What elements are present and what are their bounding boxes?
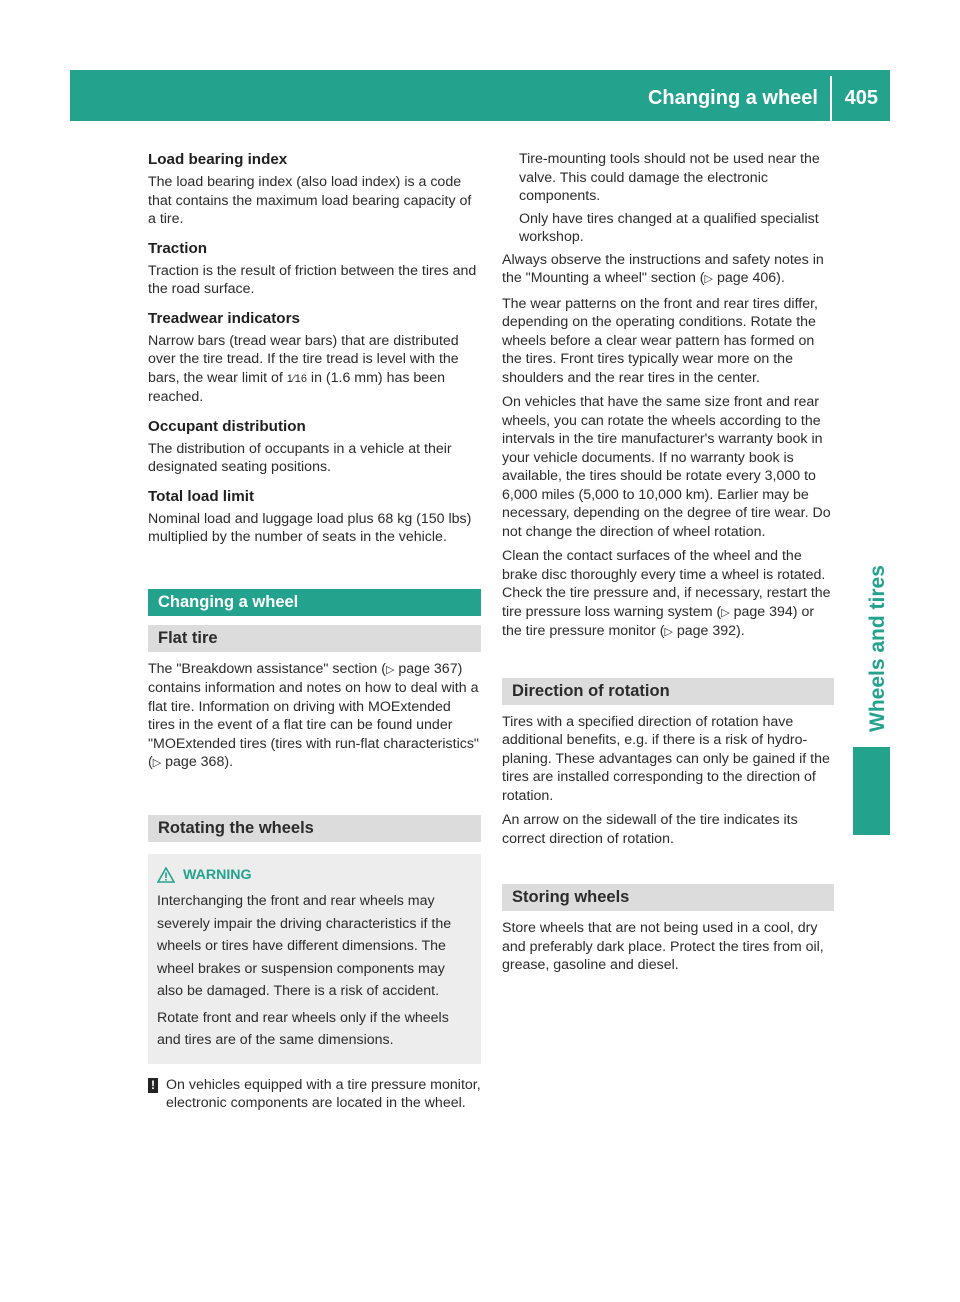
indented-paragraph: Tire-mounting tools should not be used near the valve. This could damage the electronic components. bbox=[519, 151, 820, 204]
text: Clean the contact surfaces of the wheel and the brake disc thoroughly every time a wheel is rotated. Check the tire pressure and, if necessary, restart the tire pressure loss warning system ( bbox=[502, 548, 831, 620]
page-ref-arrow-icon: ▷ bbox=[152, 757, 162, 769]
heading-treadwear-indicators: Treadwear indicators bbox=[148, 309, 300, 327]
paragraph: The distribution of occupants in a vehicle at their designated seating positions. bbox=[148, 440, 452, 475]
paragraph: An arrow on the sidewall of the tire indicates its correct direction of rotation. bbox=[502, 812, 798, 847]
text: ). bbox=[224, 754, 234, 770]
heading-traction: Traction bbox=[148, 239, 208, 257]
warning-paragraph: Interchanging the front and rear wheels may severely impair the driving characteristics if the wheels or tires have different dimensions. The wheel brakes or suspension components may also be damaged. There is a risk of accident. bbox=[157, 893, 452, 999]
text: The "Breakdown assistance" section ( bbox=[148, 660, 386, 677]
warning-paragraph: Rotate front and rear wheels only if the wheels and tires are of the same dimensions. bbox=[157, 1009, 449, 1048]
chapter-title: Changing a wheel bbox=[647, 87, 818, 109]
page-ref-arrow-icon: ▷ bbox=[664, 626, 673, 638]
text: Narrow bars (tread wear bars) that are distributed over the tire tread. If the tire tread is level with the bars, the wear limit of bbox=[148, 332, 459, 386]
page-ref-link[interactable]: page 406 bbox=[716, 270, 777, 286]
paragraph bbox=[148, 332, 481, 407]
paragraph: The load bearing index (also load index) is a code that contains the maximum load bearing capacity of a tire. bbox=[148, 174, 472, 227]
section-treadwear-indicators bbox=[148, 309, 481, 407]
warning-triangle-icon bbox=[157, 867, 175, 883]
left-column bbox=[148, 150, 481, 1113]
page-ref-arrow-icon: ▷ bbox=[721, 606, 730, 619]
indented-paragraph: Only have tires changed at a qualified specialist workshop. bbox=[519, 210, 819, 245]
text: ) or the tire pressure monitor ( bbox=[502, 603, 815, 639]
section-band-changing-a-wheel: Changing a wheel bbox=[148, 589, 481, 616]
text: ). bbox=[736, 623, 745, 639]
section-load-bearing-index bbox=[148, 150, 481, 229]
paragraph: Tires with a specified direction of rotation have additional benefits, e.g. if there is a risk of hydroplaning. These advantages can only be gained if the tires are installed corresponding to the direction of rotation. bbox=[502, 713, 830, 804]
notice-text: On vehicles equipped with a tire pressure monitor, electronic components are located in the wheel. bbox=[166, 1076, 481, 1111]
paragraph-flat-tire bbox=[148, 660, 481, 773]
paragraph: Nominal load and luggage load plus 68 kg (150 lbs) multiplied by the number of seats in the vehicle. bbox=[148, 510, 472, 545]
page-ref-link[interactable]: page 367 bbox=[398, 660, 458, 677]
page-ref-link[interactable]: page 368 bbox=[165, 754, 225, 770]
fraction: 1⁄16 bbox=[286, 372, 307, 385]
subsection-band-storing-wheels: Storing wheels bbox=[502, 884, 834, 911]
paragraph: The wear patterns on the front and rear tires differ, depending on the operating conditions. Rotate the wheels before a clear wear pattern has formed on the tires. Front tires typically wear more on the shoulders and the rear tires in the center. bbox=[502, 295, 818, 386]
section-total-load-limit bbox=[148, 487, 481, 547]
paragraph bbox=[502, 251, 834, 289]
page-ref-arrow-icon: ▷ bbox=[385, 663, 395, 676]
side-tab[interactable] bbox=[853, 532, 890, 732]
right-column bbox=[502, 150, 834, 981]
page-ref-arrow-icon: ▷ bbox=[704, 273, 713, 285]
section-occupant-distribution bbox=[148, 417, 481, 477]
page-number: 405 bbox=[844, 87, 878, 109]
text: ) contains information and notes on how to deal with a flat tire. Information on driving with MOExtended tires in the event of a flat tire can be found under "MOExtended tires (tires with run-flat characteristics" ( bbox=[148, 660, 479, 770]
heading-load-bearing-index: Load bearing index bbox=[148, 151, 288, 168]
warning-title: WARNING bbox=[183, 866, 252, 883]
paragraph: Store wheels that are not being used in a cool, dry and preferably dark place. Protect the tires from oil, grease, gasoline and diesel. bbox=[502, 920, 824, 973]
subsection-band-direction-of-rotation: Direction of rotation bbox=[502, 678, 834, 705]
subsection-band-flat-tire: Flat tire bbox=[148, 625, 481, 652]
header-divider bbox=[830, 76, 832, 121]
page-ref-link[interactable]: page 392 bbox=[676, 623, 737, 639]
side-tab-label: Wheels and tires bbox=[866, 565, 889, 732]
heading-occupant-distribution: Occupant distribution bbox=[148, 417, 306, 435]
paragraph: On vehicles that have the same size front and rear wheels, you can rotate the wheels according to the intervals in the tire manufacturer's warranty book in your vehicle documents. If no warranty book is available, the tires should be rotate every 3,000 to 6,000 miles (5,000 to 10,000 km). Earlier may be necessary, depending on the degree of tire wear. Do not change the direction of wheel rotation. bbox=[502, 394, 831, 540]
warning-box bbox=[148, 854, 481, 1064]
section-traction bbox=[148, 239, 481, 299]
paragraph bbox=[502, 547, 834, 642]
subsection-band-rotating-the-wheels: Rotating the wheels bbox=[148, 815, 481, 842]
page-ref-link[interactable]: page 394 bbox=[733, 603, 793, 620]
text: ). bbox=[776, 270, 785, 286]
text: Always observe the instructions and safety notes in the "Mounting a wheel" section ( bbox=[502, 251, 824, 286]
text: in (1.6 mm) has been reached. bbox=[148, 369, 445, 405]
notice bbox=[148, 1076, 481, 1113]
side-tab-marker bbox=[853, 747, 890, 835]
heading-total-load-limit: Total load limit bbox=[148, 487, 255, 505]
paragraph: Traction is the result of friction between the tires and the road surface. bbox=[148, 262, 477, 297]
notice-exclamation-icon: ! bbox=[148, 1078, 158, 1093]
header-bar bbox=[70, 70, 890, 121]
warning-header bbox=[157, 864, 473, 887]
